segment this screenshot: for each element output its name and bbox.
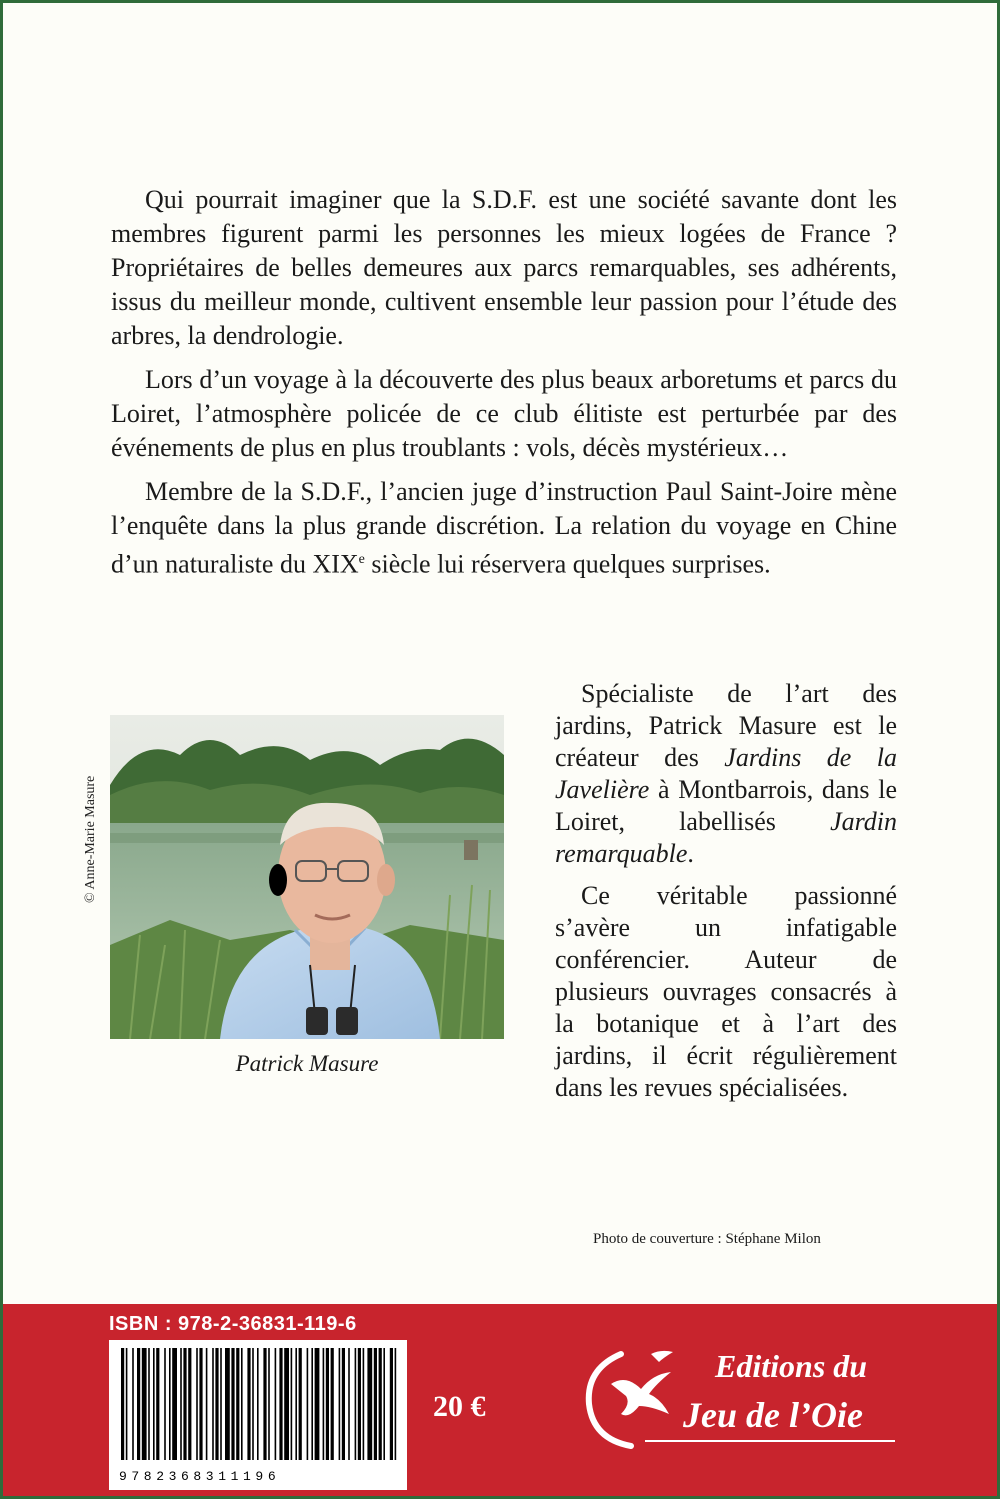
barcode-bar (199, 1348, 202, 1460)
bio-p1-part-a: Spécialiste de l’art des jardins, Patrick Masure est le créateur des (555, 679, 897, 772)
barcode-bar (284, 1348, 289, 1460)
blurb-paragraph-3 (111, 475, 897, 582)
barcode-bar (231, 1348, 234, 1460)
barcode (109, 1340, 407, 1490)
barcode-bar (225, 1348, 230, 1460)
footer-band (3, 1304, 997, 1496)
barcode-bar (363, 1348, 365, 1460)
barcode-bar (326, 1348, 329, 1460)
barcode-bar (126, 1348, 128, 1460)
barcode-bar (172, 1348, 177, 1460)
bio-paragraph-1 (555, 678, 897, 870)
author-photo-image (110, 715, 504, 1039)
barcode-bar (315, 1348, 320, 1460)
cover-photo-credit: Photo de couverture : Stéphane Milon (593, 1231, 821, 1247)
barcode-bar (279, 1348, 282, 1460)
bio-p1-part-b: à Montbarrois, dans le Loiret, labellisés (555, 775, 897, 836)
barcode-bar (348, 1348, 350, 1460)
photo-caption: Patrick Masure (235, 1051, 379, 1076)
publisher-underline (645, 1440, 895, 1442)
barcode-bar (379, 1348, 382, 1460)
barcode-bar (331, 1348, 334, 1460)
barcode-bar (137, 1348, 140, 1460)
barcode-bar (252, 1348, 254, 1460)
blurb-paragraph-3-end: siècle lui réservera quelques surprises. (364, 549, 771, 579)
barcode-bar (358, 1348, 361, 1460)
barcode-bar (395, 1348, 397, 1460)
garden-name: Jardins de la Javelière (555, 743, 897, 804)
barcode-bars (109, 1340, 407, 1490)
barcode-bar (148, 1348, 150, 1460)
author-photo (110, 715, 504, 1039)
publisher-logo-icon (581, 1344, 681, 1454)
price: 20 € (433, 1390, 486, 1423)
barcode-bar (206, 1348, 208, 1460)
barcode-bar (339, 1348, 341, 1460)
barcode-bar (307, 1348, 309, 1460)
isbn-number: ISBN : 978-2-36831-119-6 (109, 1313, 357, 1335)
century-superscript: e (358, 552, 365, 567)
barcode-bar (299, 1348, 302, 1460)
barcode-bar (180, 1348, 182, 1460)
barcode-bar (121, 1348, 124, 1460)
barcode-bar (241, 1348, 243, 1460)
barcode-bar (142, 1348, 147, 1460)
back-cover (3, 3, 997, 1496)
author-bio (555, 678, 897, 1114)
barcode-digits: 9782368311196 (119, 1469, 281, 1484)
barcode-bar (367, 1348, 372, 1460)
barcode-bar (295, 1348, 297, 1460)
barcode-bar (268, 1348, 270, 1460)
publisher-name-line-2: Jeu de l’Oie (683, 1395, 863, 1435)
blurb-paragraph-1: Qui pourrait imaginer que la S.D.F. est une société savante dont les membres figurent parmi les personnes les mieux logées de France ? Propriétaires de belles demeures aux parcs remarquables, ses adhérents, issus du meilleur monde, cultivent ensemble leur passion pour l’étude des arbres, la dendrologie. (111, 185, 897, 350)
barcode-bar (215, 1348, 218, 1460)
barcode-bar (212, 1348, 214, 1460)
barcode-bar (275, 1348, 277, 1460)
barcode-bar (183, 1348, 186, 1460)
blurb-text (111, 183, 897, 592)
barcode-bar (247, 1348, 250, 1460)
barcode-bar (291, 1348, 293, 1460)
barcode-bar (220, 1348, 222, 1460)
barcode-bar (355, 1348, 357, 1460)
barcode-bar (169, 1348, 171, 1460)
barcode-bar (311, 1348, 313, 1460)
barcode-bar (257, 1348, 259, 1460)
barcode-bar (323, 1348, 325, 1460)
photo-credit: © Anne-Marie Masure (83, 775, 98, 903)
barcode-bar (263, 1348, 266, 1460)
barcode-bar (188, 1348, 191, 1460)
barcode-bar (374, 1348, 377, 1460)
barcode-bar (196, 1348, 198, 1460)
blurb-paragraph-2: Lors d’un voyage à la découverte des plus beaux arboretums et parcs du Loiret, l’atmosphère policée de ce club élitiste est perturbée par des événements de plus en plus troublants : vols, décès mystérieux… (111, 365, 897, 462)
barcode-bar (342, 1348, 345, 1460)
barcode-bar (156, 1348, 159, 1460)
barcode-bar (236, 1348, 239, 1460)
bio-paragraph-2: Ce véritable passionné s’avère un infatigable conférencier. Auteur de plusieurs ouvrages consacrés à la botanique et à l’art des jardins, il écrit régulièrement dans les revues spécialisées. (555, 881, 897, 1102)
barcode-bar (390, 1348, 393, 1460)
barcode-bar (164, 1348, 166, 1460)
barcode-bar (383, 1348, 385, 1460)
barcode-bar (132, 1348, 134, 1460)
publisher-name-line-1: Editions du (715, 1348, 868, 1384)
bio-p1-part-c: . (687, 839, 694, 868)
blurb-paragraph-3-start: Membre de la S.D.F., l’ancien juge d’instruction Paul Saint-Joire mène l’enquête dans la plus grande discrétion. La relation du voyage en Chine d’un naturaliste du XIX (111, 477, 897, 579)
garden-label: Jardin remarquable (555, 807, 897, 868)
barcode-bar (153, 1348, 155, 1460)
